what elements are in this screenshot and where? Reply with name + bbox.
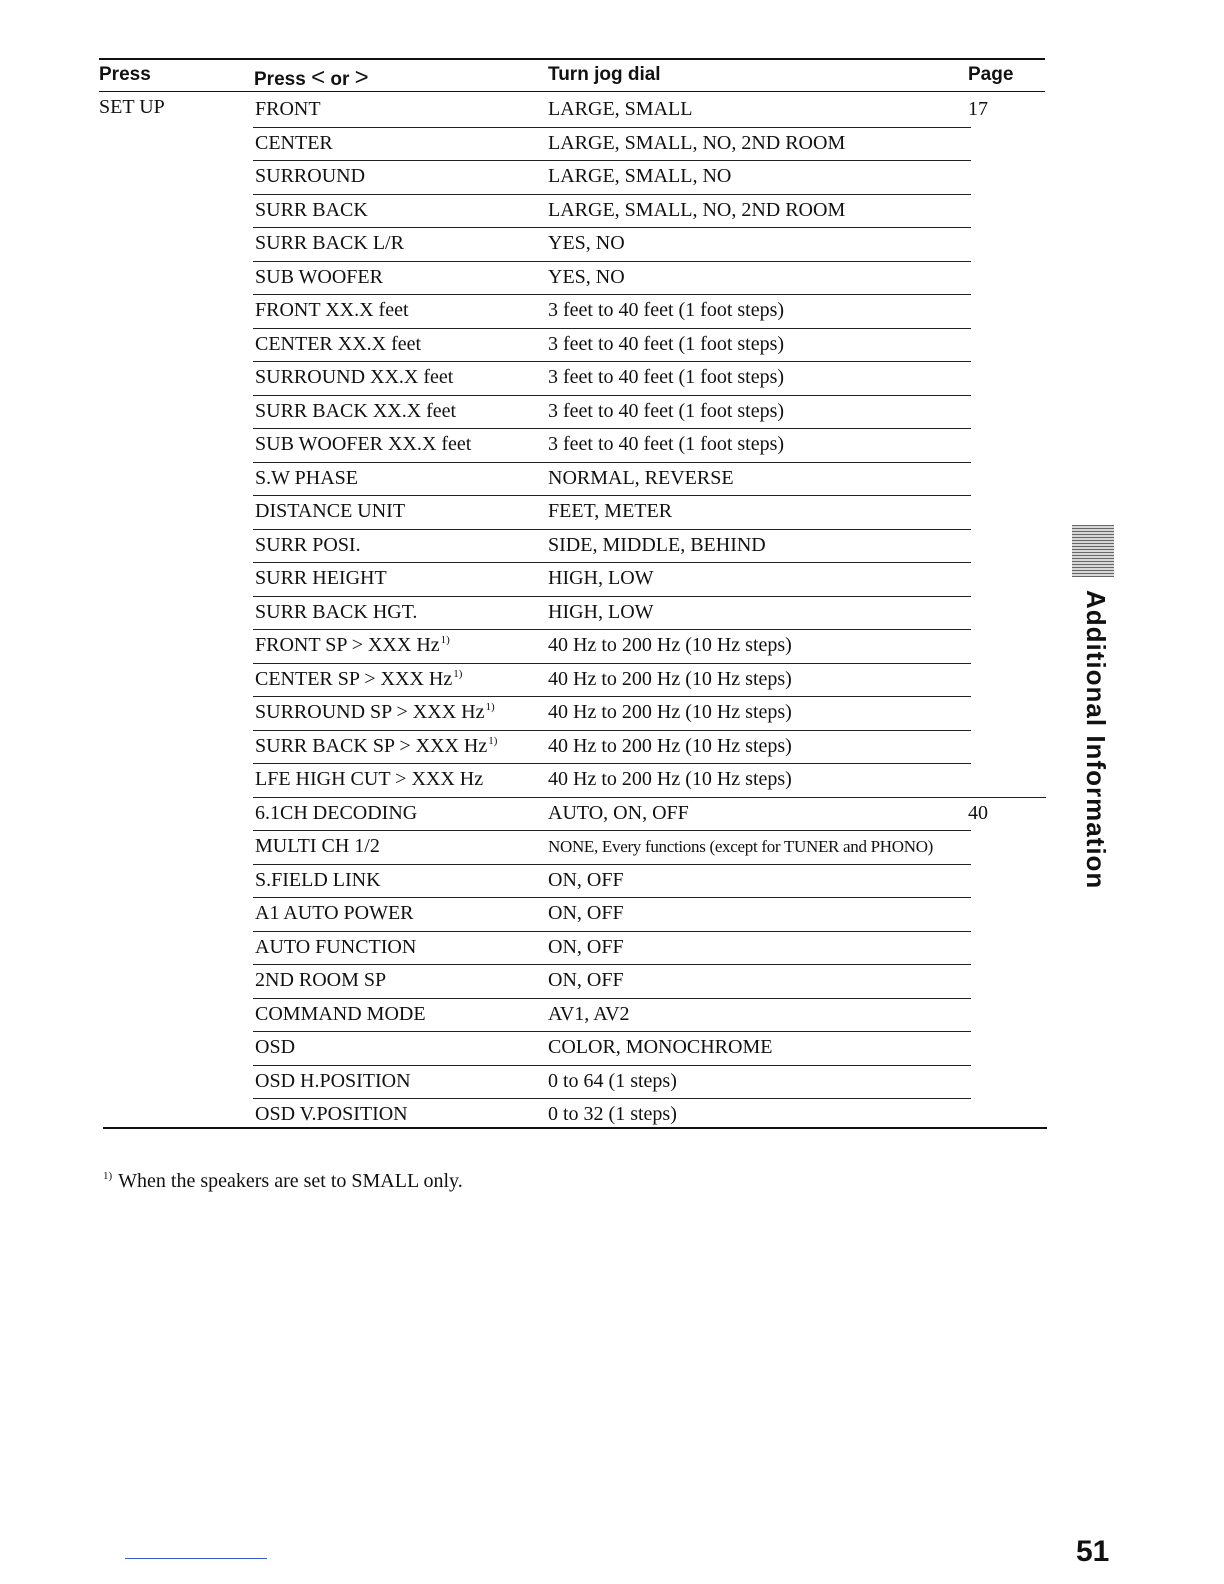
setting-item-text: SURR POSI. — [255, 533, 361, 556]
setting-value: HIGH, LOW — [548, 600, 654, 623]
table-row — [253, 831, 971, 865]
setting-item-text: FRONT XX.X feet — [255, 299, 409, 321]
table-row — [253, 999, 971, 1033]
setting-value: ON, OFF — [548, 935, 624, 958]
setting-item-text: 2ND ROOM SP — [255, 969, 387, 991]
setting-item-text: SURROUND — [255, 165, 366, 187]
setting-item-text: SURR BACK — [255, 198, 368, 221]
setting-item-text: S.W PHASE — [255, 466, 358, 489]
table-row — [253, 563, 971, 597]
table-row — [253, 295, 971, 329]
table-top-rule — [99, 58, 1045, 60]
setting-item-text: CENTER XX.X feet — [255, 332, 422, 355]
setting-item — [255, 266, 383, 289]
setting-item-text: SUB WOOFER — [255, 265, 383, 288]
setting-value: YES, NO — [548, 232, 625, 254]
setting-item — [255, 1070, 411, 1093]
setting-item — [255, 165, 365, 188]
table-row — [253, 932, 971, 966]
right-arrow-icon: > — [354, 64, 369, 91]
setting-item — [255, 701, 495, 724]
footnote-ref: 1) — [440, 634, 450, 647]
setting-value: AUTO, ON, OFF — [548, 801, 689, 824]
header-press-arrows — [254, 64, 369, 92]
table-row — [253, 128, 971, 162]
setting-value: COLOR, MONOCHROME — [548, 1036, 773, 1058]
setting-item-text: OSD — [255, 1036, 296, 1058]
header-or-label: or — [330, 69, 350, 90]
setting-item-text: FRONT SP > XXX Hz — [255, 634, 440, 656]
setting-item — [255, 132, 333, 155]
setting-item-text: SURROUND SP > XXX Hz — [255, 701, 485, 723]
setting-value: LARGE, SMALL, NO, 2ND ROOM — [548, 198, 846, 221]
table-row — [253, 429, 971, 463]
setting-item-text: FRONT — [255, 98, 321, 120]
table-row — [253, 161, 971, 195]
setting-value: NORMAL, REVERSE — [548, 466, 734, 489]
page-number: 51 — [1076, 1535, 1110, 1568]
table-row — [253, 597, 971, 631]
setting-item-text: COMMAND MODE — [255, 1002, 426, 1025]
table-row — [253, 463, 971, 497]
setting-item — [255, 601, 417, 624]
setting-value: 3 feet to 40 feet (1 foot steps) — [548, 399, 785, 422]
footer-line — [125, 1558, 267, 1559]
setting-value: NONE, Every functions (except for TUNER and PHONO) — [548, 837, 934, 856]
setting-item — [255, 534, 361, 557]
table-row — [253, 664, 971, 698]
setting-item — [255, 98, 321, 121]
table-row — [253, 630, 971, 664]
table-row — [253, 697, 971, 731]
setting-item — [255, 467, 358, 490]
table-row — [253, 898, 971, 932]
setting-value: 40 Hz to 200 Hz (10 Hz steps) — [548, 734, 792, 757]
setting-item — [255, 232, 404, 255]
footnote-ref: 1) — [485, 701, 495, 714]
page-reference: 40 — [968, 801, 988, 824]
footnote-text: When the speakers are set to SMALL only. — [118, 1170, 463, 1192]
table-row — [253, 329, 971, 363]
section-tab-marker — [1072, 525, 1114, 577]
setting-value: YES, NO — [548, 265, 625, 288]
setting-item-text: SURROUND XX.X feet — [255, 366, 454, 388]
header-rule — [99, 91, 1045, 92]
table-row — [253, 94, 988, 128]
setting-value: 3 feet to 40 feet (1 foot steps) — [548, 366, 785, 388]
table-row — [253, 1066, 971, 1100]
table-row — [253, 530, 971, 564]
setting-item-text: MULTI CH 1/2 — [255, 835, 380, 857]
section-tab-label: Additional Information — [1081, 590, 1111, 890]
setting-value: HIGH, LOW — [548, 567, 654, 589]
footnote — [103, 1170, 463, 1193]
left-arrow-icon: < — [311, 64, 326, 91]
setting-item — [255, 902, 414, 925]
table-row — [253, 362, 971, 396]
setting-value: LARGE, SMALL, NO, 2ND ROOM — [548, 131, 846, 154]
setting-value: 40 Hz to 200 Hz (10 Hz steps) — [548, 768, 792, 790]
table-row — [253, 731, 971, 765]
setting-item-text: OSD H.POSITION — [255, 1069, 411, 1092]
setting-value: AV1, AV2 — [548, 1002, 630, 1025]
table-row — [253, 396, 971, 430]
setting-item — [255, 1003, 426, 1026]
setting-item-text: SURR BACK HGT. — [255, 600, 418, 623]
table-row — [253, 798, 988, 832]
footnote-marker: 1) — [103, 1170, 113, 1183]
table-row — [253, 262, 971, 296]
setting-item-text: SUB WOOFER XX.X feet — [255, 433, 472, 455]
setting-item-text: AUTO FUNCTION — [255, 935, 417, 958]
table-row — [253, 965, 971, 999]
table-row — [253, 496, 971, 530]
setting-value: ON, OFF — [548, 868, 624, 891]
setting-value: ON, OFF — [548, 969, 624, 991]
setting-item — [255, 969, 386, 992]
setting-item — [255, 366, 453, 389]
header-press: Press — [99, 64, 151, 85]
table-row — [253, 1032, 971, 1066]
setting-item-text: OSD V.POSITION — [255, 1103, 408, 1125]
setting-item — [255, 1103, 408, 1126]
table-row — [253, 228, 971, 262]
setting-value: 0 to 64 (1 steps) — [548, 1069, 677, 1092]
setting-value: 40 Hz to 200 Hz (10 Hz steps) — [548, 634, 792, 656]
setting-item — [255, 835, 380, 858]
table-bottom-rule — [103, 1127, 1047, 1129]
setting-item — [255, 433, 471, 456]
setting-item-text: SURR BACK SP > XXX Hz — [255, 734, 488, 757]
setup-label: SET UP — [99, 96, 165, 118]
setting-item-text: DISTANCE UNIT — [255, 500, 406, 522]
setting-item-text: A1 AUTO POWER — [255, 902, 414, 924]
setting-item — [255, 802, 417, 825]
setting-item-text: SURR BACK XX.X feet — [255, 399, 457, 422]
table-row — [253, 865, 971, 899]
setting-item-text: SURR HEIGHT — [255, 567, 387, 589]
setting-item — [255, 668, 462, 691]
setting-value: FEET, METER — [548, 500, 673, 522]
setting-value: ON, OFF — [548, 902, 624, 924]
header-press-label: Press — [254, 69, 306, 90]
setting-item — [255, 500, 405, 523]
setting-value: 3 feet to 40 feet (1 foot steps) — [548, 299, 785, 321]
setting-item-text: 6.1CH DECODING — [255, 801, 418, 824]
setting-value: 40 Hz to 200 Hz (10 Hz steps) — [548, 701, 792, 723]
setting-item-text: LFE HIGH CUT > XXX Hz — [255, 768, 484, 790]
setting-item — [255, 869, 381, 892]
setting-item — [255, 199, 368, 222]
header-turn-jog-dial: Turn jog dial — [548, 64, 661, 85]
footnote-ref: 1) — [488, 734, 498, 747]
setting-item — [255, 333, 421, 356]
page-reference: 17 — [968, 98, 988, 120]
setting-value: 40 Hz to 200 Hz (10 Hz steps) — [548, 667, 792, 690]
setting-value: 3 feet to 40 feet (1 foot steps) — [548, 433, 785, 455]
setting-item-text: CENTER SP > XXX Hz — [255, 667, 453, 690]
setting-item — [255, 567, 387, 590]
setting-item — [255, 1036, 295, 1059]
footnote-ref: 1) — [453, 667, 463, 680]
setting-item — [255, 936, 416, 959]
setting-item — [255, 400, 456, 423]
setting-item-text: CENTER — [255, 131, 333, 154]
table-row — [253, 195, 971, 229]
setting-item — [255, 735, 497, 758]
header-page: Page — [968, 64, 1014, 85]
table-row — [253, 764, 1046, 798]
setting-value: 3 feet to 40 feet (1 foot steps) — [548, 332, 785, 355]
setting-item — [255, 299, 409, 322]
setting-value: SIDE, MIDDLE, BEHIND — [548, 533, 766, 556]
setting-item — [255, 768, 483, 791]
setting-value: LARGE, SMALL — [548, 98, 693, 120]
setting-item-text: S.FIELD LINK — [255, 868, 381, 891]
setting-item — [255, 634, 450, 657]
setting-item-text: SURR BACK L/R — [255, 232, 404, 254]
setting-value: 0 to 32 (1 steps) — [548, 1103, 677, 1125]
setting-value: LARGE, SMALL, NO — [548, 165, 732, 187]
